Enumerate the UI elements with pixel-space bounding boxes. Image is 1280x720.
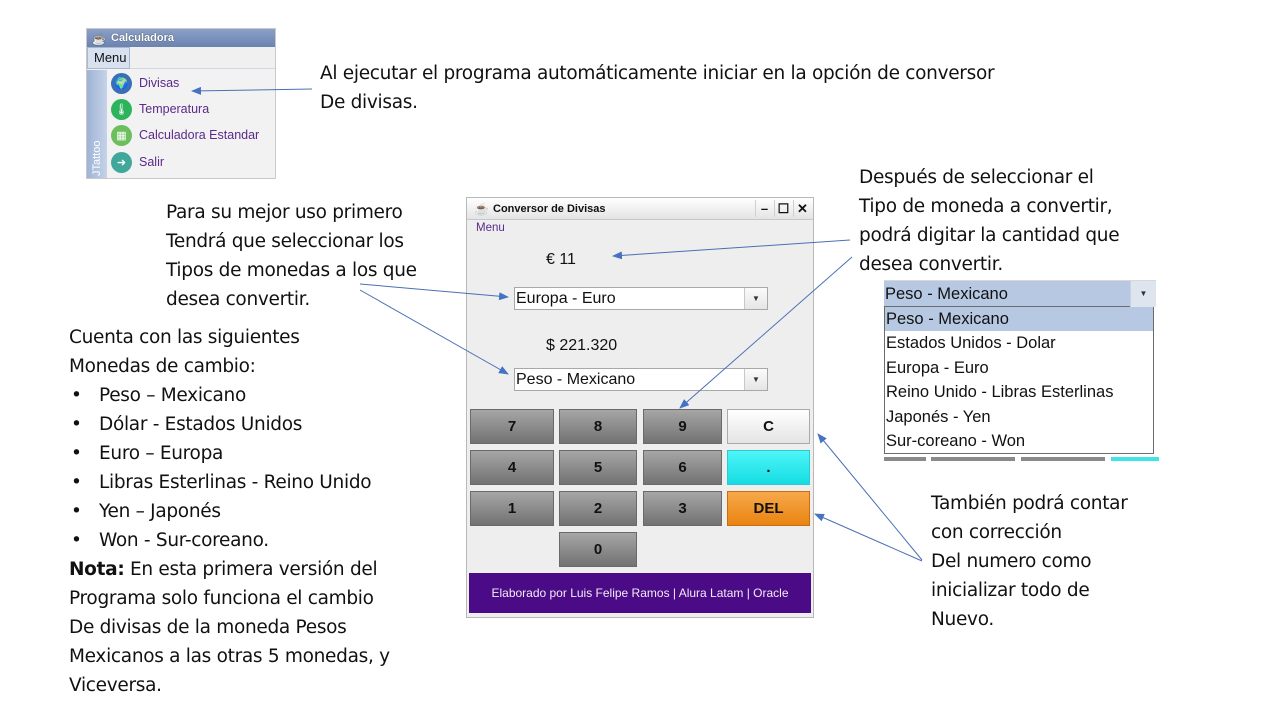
chevron-down-icon[interactable]: ▼ xyxy=(1130,281,1156,307)
calculadora-window xyxy=(86,28,276,179)
calculadora-title: Calculadora xyxy=(111,32,174,44)
arrow-to-del xyxy=(815,514,922,561)
note-text: En esta primera versión del xyxy=(124,559,378,580)
annotation-line: desea convertir. xyxy=(166,289,310,310)
conversor-window xyxy=(466,197,814,618)
currency-dropdown[interactable] xyxy=(884,280,1156,454)
calculadora-title-bar xyxy=(87,29,275,47)
currency-bullet: • Euro – Europa xyxy=(69,439,390,468)
dropdown-option[interactable]: Europa - Euro xyxy=(886,358,989,377)
annotation-line: Tipos de monedas a los que xyxy=(166,260,417,281)
menu-item-label: Calculadora Estandar xyxy=(139,128,260,142)
dropdown-selected[interactable] xyxy=(884,280,1156,306)
annotation-line: Nuevo. xyxy=(931,609,994,630)
note-label: Nota: xyxy=(69,559,125,580)
note-line xyxy=(69,555,390,584)
to-currency-value: Peso - Mexicano xyxy=(516,371,636,388)
key-7[interactable]: 7 xyxy=(470,409,554,444)
currency-bullet: • Won - Sur-coreano. xyxy=(69,526,390,555)
menu-item-calculadora-estandar[interactable] xyxy=(111,123,276,147)
close-button[interactable]: ✕ xyxy=(793,200,811,217)
side-brand-label: JTattoo xyxy=(91,140,103,176)
dropdown-option[interactable]: Reino Unido - Libras Esterlinas xyxy=(886,383,1114,402)
from-currency-value: Europa - Euro xyxy=(516,290,616,307)
note-text: Viceversa. xyxy=(69,675,162,696)
menu-button[interactable]: Menu xyxy=(87,47,130,69)
currency-bullet: • Libras Esterlinas - Reino Unido xyxy=(69,468,390,497)
currencies-bullet-list xyxy=(69,381,390,555)
calculadora-menubar xyxy=(87,47,275,69)
conversor-title-bar[interactable] xyxy=(467,198,813,220)
dropdown-underlay xyxy=(884,457,1160,461)
key-0[interactable]: 0 xyxy=(559,532,637,567)
output-amount-display: $ 221.320 xyxy=(546,337,618,354)
decimal-point-button[interactable]: . xyxy=(727,450,810,485)
annotation-line: De divisas. xyxy=(320,92,418,113)
dropdown-option[interactable]: Peso - Mexicano xyxy=(885,307,1153,331)
exit-icon: ➜ xyxy=(111,152,132,173)
key-3[interactable]: 3 xyxy=(643,491,722,526)
annotation-correction xyxy=(931,489,1128,634)
annotation-line: podrá digitar la cantidad que xyxy=(859,225,1120,246)
credits-footer: Elaborado por Luis Felipe Ramos | Alura Latam | Oracle xyxy=(469,573,811,613)
delete-button[interactable]: DEL xyxy=(727,491,810,526)
menu-item-label: Temperatura xyxy=(139,102,210,116)
menu-item-temperatura[interactable] xyxy=(111,97,276,121)
conversor-menu[interactable]: Menu xyxy=(476,222,505,234)
menu-item-divisas[interactable] xyxy=(111,71,276,95)
from-currency-select[interactable] xyxy=(514,287,768,310)
conversor-title: Conversor de Divisas xyxy=(493,203,606,215)
annotation-line: Cuenta con las siguientes xyxy=(69,327,300,348)
key-2[interactable]: 2 xyxy=(559,491,637,526)
annotation-startup xyxy=(320,59,994,117)
currency-bullet: • Peso – Mexicano xyxy=(69,381,390,410)
key-1[interactable]: 1 xyxy=(470,491,554,526)
annotation-line: También podrá contar xyxy=(931,493,1128,514)
java-cup-icon: ☕ xyxy=(474,202,489,216)
java-cup-icon: ☕ xyxy=(92,34,106,46)
menu-item-salir[interactable] xyxy=(111,150,276,174)
key-6[interactable]: 6 xyxy=(643,450,722,485)
chevron-down-icon[interactable]: ▼ xyxy=(744,369,767,390)
to-currency-select[interactable] xyxy=(514,368,768,391)
note-text: De divisas de la moneda Pesos xyxy=(69,617,347,638)
annotation-line: Tendrá que seleccionar los xyxy=(166,231,404,252)
currency-bullet: • Dólar - Estados Unidos xyxy=(69,410,390,439)
annotation-line: Monedas de cambio: xyxy=(69,356,256,377)
chevron-down-icon[interactable]: ▼ xyxy=(744,288,767,309)
dropdown-option[interactable]: Sur-coreano - Won xyxy=(886,431,1026,450)
annotation-after-select xyxy=(859,163,1119,279)
annotation-line: Tipo de moneda a convertir, xyxy=(859,196,1113,217)
annotation-line: Para su mejor uso primero xyxy=(166,202,403,223)
annotation-line: con corrección xyxy=(931,522,1062,543)
dropdown-option[interactable]: Japonés - Yen xyxy=(886,407,991,426)
currency-bullet: • Yen – Japonés xyxy=(69,497,390,526)
key-8[interactable]: 8 xyxy=(559,409,637,444)
globe-icon: 🌍 xyxy=(111,73,132,94)
dropdown-selected-value: Peso - Mexicano xyxy=(885,285,1008,303)
annotation-line: desea convertir. xyxy=(859,254,1003,275)
note-text: Programa solo funciona el cambio xyxy=(69,588,374,609)
minimize-button[interactable]: – xyxy=(755,200,773,217)
menu-item-label: Salir xyxy=(139,155,165,169)
key-9[interactable]: 9 xyxy=(643,409,722,444)
annotation-line: inicializar todo de xyxy=(931,580,1090,601)
annotation-select-types xyxy=(166,198,417,314)
key-5[interactable]: 5 xyxy=(559,450,637,485)
key-4[interactable]: 4 xyxy=(470,450,554,485)
input-amount-display: € 11 xyxy=(546,251,576,268)
dropdown-option[interactable]: Estados Unidos - Dolar xyxy=(886,334,1056,353)
jtattoo-side-banner xyxy=(87,70,107,179)
annotation-line: Al ejecutar el programa automáticamente iniciar en la opción de conversor xyxy=(320,63,995,84)
annotation-line: Del numero como xyxy=(931,551,1092,572)
dropdown-options-list xyxy=(884,306,1154,454)
note-text: Mexicanos a las otras 5 monedas, y xyxy=(69,646,390,667)
annotation-line: Después de seleccionar el xyxy=(859,167,1094,188)
thermometer-icon: 🌡 xyxy=(111,99,132,120)
menu-item-label: Divisas xyxy=(139,76,180,90)
maximize-button[interactable]: ☐ xyxy=(774,200,792,217)
annotation-currencies xyxy=(69,323,390,700)
clear-button[interactable]: C xyxy=(727,409,810,444)
calculator-icon: ▦ xyxy=(111,125,132,146)
